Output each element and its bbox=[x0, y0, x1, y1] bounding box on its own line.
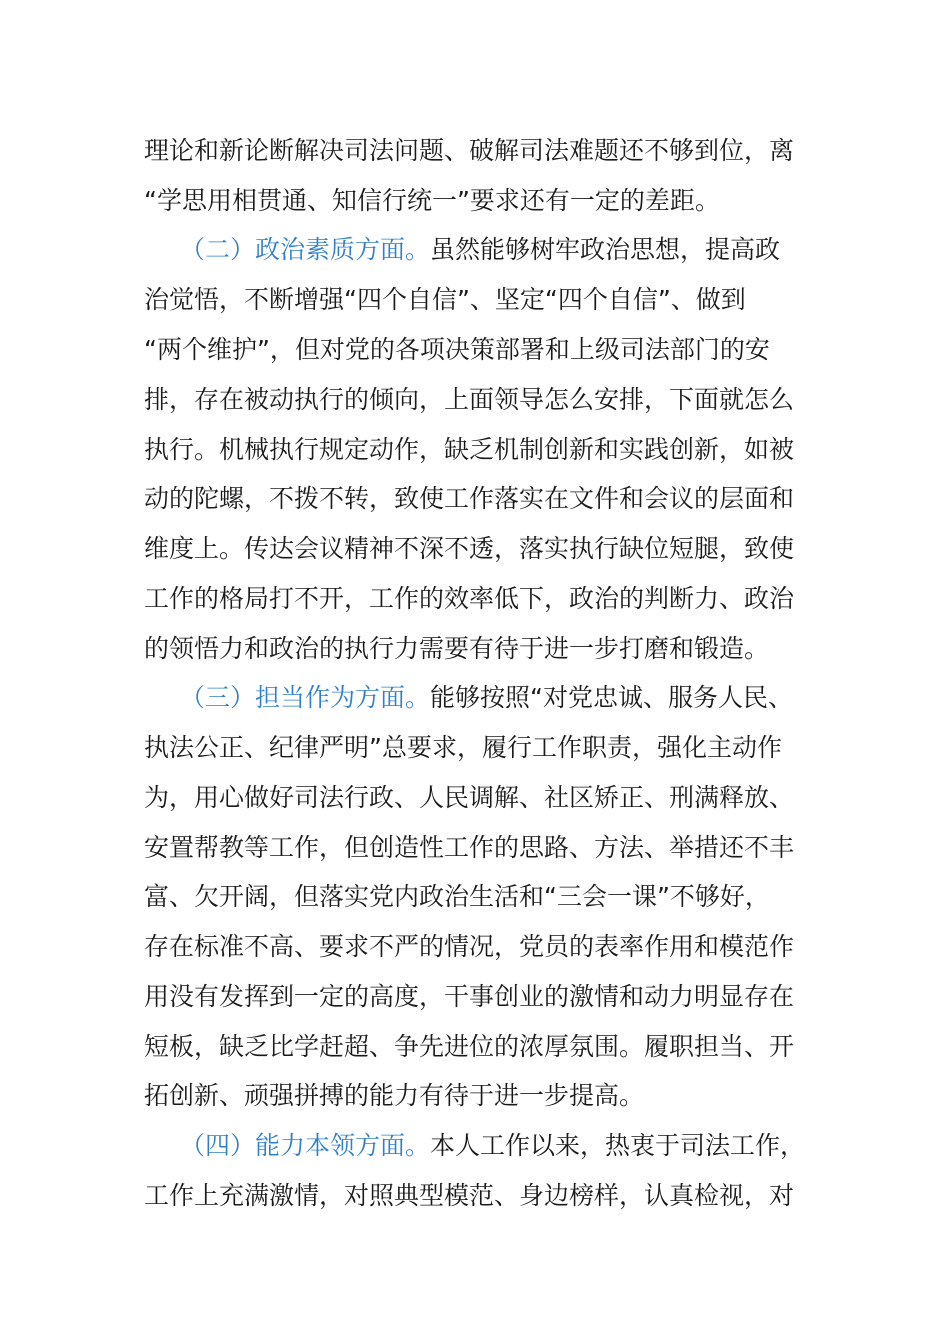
paragraph-text: 执行。机械执行规定动作，缺乏机制创新和实践创新，如被 bbox=[144, 435, 795, 464]
paragraph-line bbox=[0, 524, 950, 574]
paragraph-text: 拓创新、顽强拼搏的能力有待于进一步提高。 bbox=[144, 1081, 645, 1110]
paragraph-text: 动的陀螺，不拨不转，致使工作落实在文件和会议的层面和 bbox=[144, 484, 795, 513]
paragraph-line bbox=[0, 474, 950, 524]
section-4-first-line bbox=[0, 1121, 950, 1171]
paragraph-text: 富、欠开阔，但落实党内政治生活和“三会一课”不够好， bbox=[144, 882, 770, 911]
paragraph-line bbox=[0, 1022, 950, 1072]
section-heading: （四）能力本领方面。 bbox=[180, 1131, 431, 1160]
section-3-first-line bbox=[0, 673, 950, 723]
paragraph-line bbox=[0, 972, 950, 1022]
paragraph-text: 排，存在被动执行的倾向，上面领导怎么安排，下面就怎么 bbox=[144, 385, 795, 414]
paragraph-text: 执法公正、纪律严明”总要求，履行工作职责，强化主动作 bbox=[144, 733, 782, 762]
paragraph-line bbox=[0, 624, 950, 674]
section-2-first-line bbox=[0, 225, 950, 275]
paragraph-text: 用没有发挥到一定的高度，干事创业的激情和动力明显存在 bbox=[144, 982, 795, 1011]
paragraph-text: “两个维护”，但对党的各项决策部署和上级司法部门的安 bbox=[144, 335, 770, 364]
paragraph-line bbox=[0, 574, 950, 624]
paragraph-text: 能够按照“对党忠诚、服务人民、 bbox=[430, 683, 793, 712]
paragraph-text: 工作上充满激情，对照典型模范、身边榜样，认真检视，对 bbox=[144, 1181, 795, 1210]
paragraph-line bbox=[0, 823, 950, 873]
paragraph-line bbox=[0, 275, 950, 325]
paragraph-line bbox=[0, 872, 950, 922]
paragraph-text: 工作的格局打不开，工作的效率低下，政治的判断力、政治 bbox=[144, 584, 795, 613]
paragraph-line bbox=[0, 425, 950, 475]
paragraph-text: 为，用心做好司法行政、人民调解、社区矫正、刑满释放、 bbox=[144, 783, 795, 812]
paragraph-text: 虽然能够树牢政治思想，提高政 bbox=[430, 235, 781, 264]
paragraph-text: 治觉悟，不断增强“四个自信”、坚定“四个自信”、做到 bbox=[144, 285, 746, 314]
paragraph-line bbox=[0, 176, 950, 226]
paragraph-text: 短板，缺乏比学赶超、争先进位的浓厚氛围。履职担当、开 bbox=[144, 1032, 795, 1061]
paragraph-line bbox=[0, 922, 950, 972]
paragraph-line bbox=[0, 723, 950, 773]
paragraph-text: 理论和新论断解决司法问题、破解司法难题还不够到位，离 bbox=[144, 136, 795, 165]
paragraph-line bbox=[0, 126, 950, 176]
paragraph-line bbox=[0, 375, 950, 425]
paragraph-line bbox=[0, 773, 950, 823]
paragraph-line bbox=[0, 1171, 950, 1221]
paragraph-line bbox=[0, 325, 950, 375]
paragraph-text: 维度上。传达会议精神不深不透，落实执行缺位短腿，致使 bbox=[144, 534, 795, 563]
paragraph-text: “学思用相贯通、知信行统一”要求还有一定的差距。 bbox=[144, 186, 720, 215]
paragraph-text: 本人工作以来，热衷于司法工作， bbox=[430, 1131, 806, 1160]
paragraph-line bbox=[0, 1071, 950, 1121]
paragraph-text: 的领悟力和政治的执行力需要有待于进一步打磨和锻造。 bbox=[144, 634, 770, 663]
section-heading: （三）担当作为方面。 bbox=[180, 683, 431, 712]
section-heading: （二）政治素质方面。 bbox=[180, 235, 431, 264]
paragraph-text: 安置帮教等工作，但创造性工作的思路、方法、举措还不丰 bbox=[144, 833, 795, 862]
paragraph-text: 存在标准不高、要求不严的情况，党员的表率作用和模范作 bbox=[144, 932, 795, 961]
